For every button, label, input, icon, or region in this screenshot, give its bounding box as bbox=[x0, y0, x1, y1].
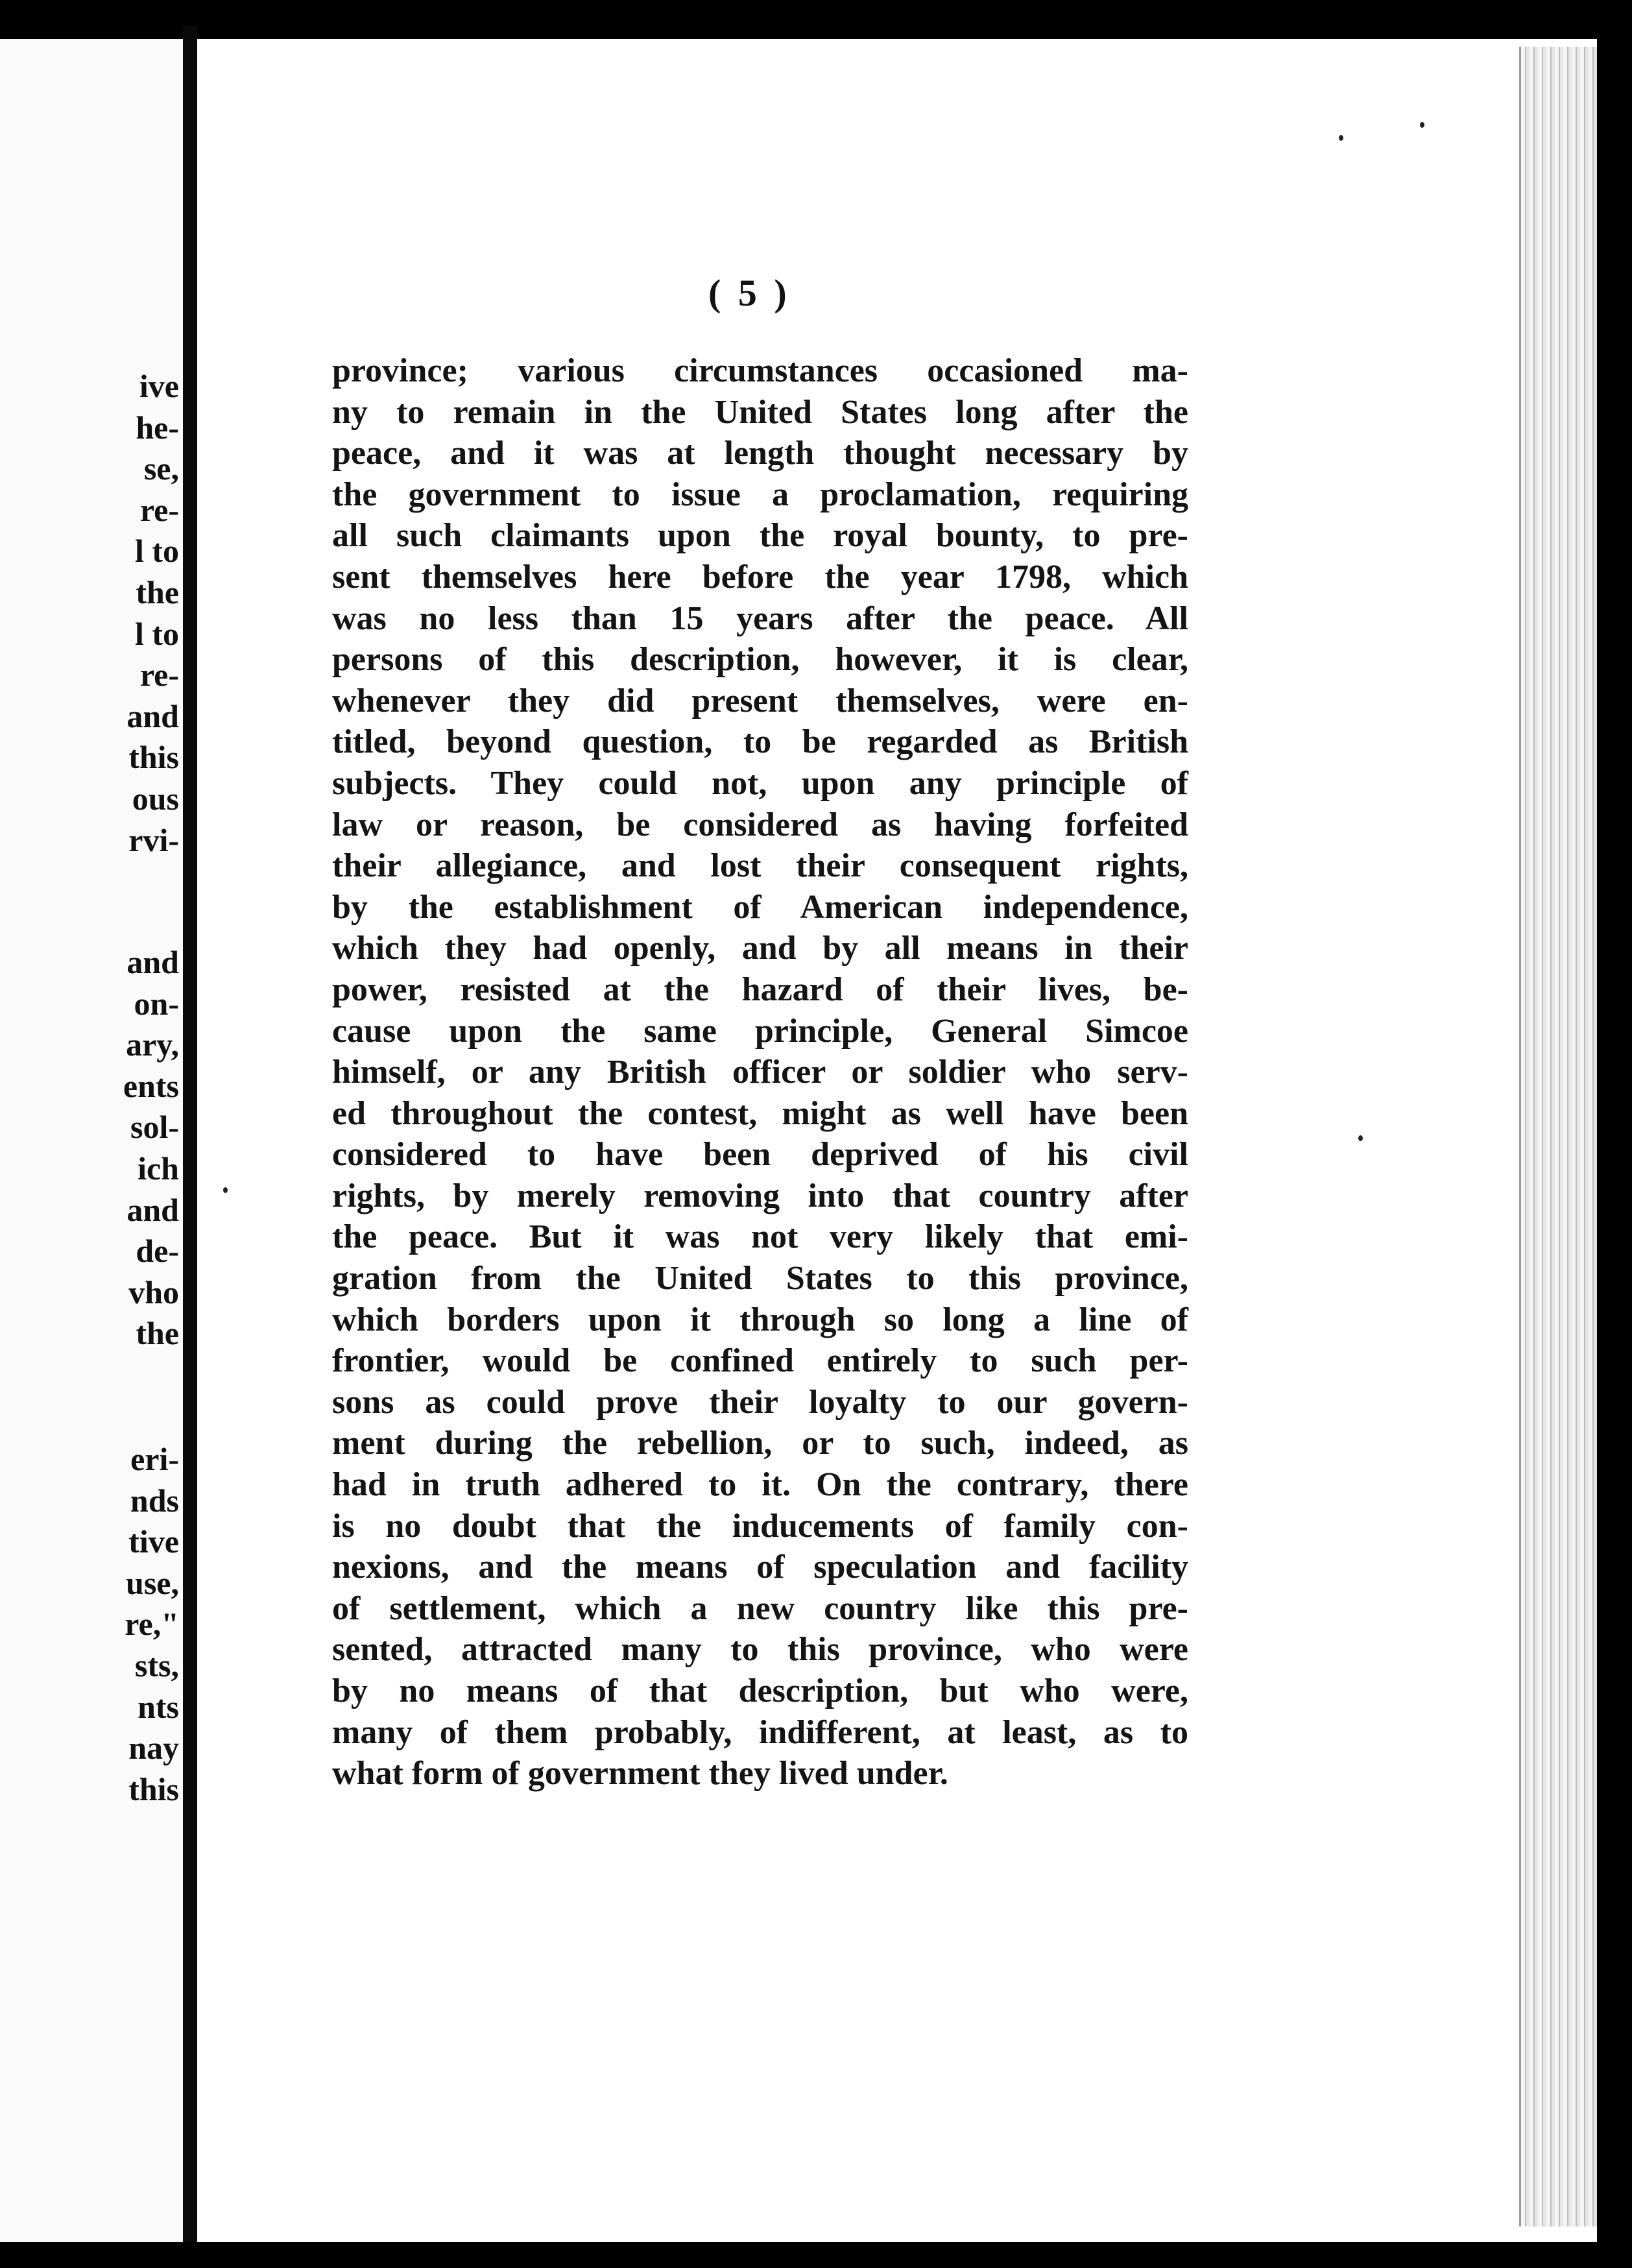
text-line: whenever they did present themselves, were en- bbox=[332, 682, 1188, 719]
text-line: which borders upon it through so long a line of bbox=[332, 1301, 1188, 1338]
text-line: ed throughout the contest, might as well have been bbox=[332, 1094, 1188, 1132]
left-page-fragment: ich bbox=[138, 1150, 179, 1187]
text-line: considered to have been deprived of his civil bbox=[332, 1136, 1188, 1174]
text-line: frontier, would be confined entirely to such per- bbox=[332, 1342, 1188, 1380]
left-page-fragment: tive bbox=[128, 1523, 179, 1560]
text-line: their allegiance, and lost their consequent rights, bbox=[332, 847, 1188, 885]
text-line: titled, beyond question, to be regarded as British bbox=[332, 723, 1188, 761]
left-page-fragment: he- bbox=[136, 409, 179, 446]
ink-speck bbox=[1339, 135, 1343, 141]
text-line: what form of government they lived under. bbox=[332, 1755, 948, 1792]
bottom-scan-border bbox=[0, 2242, 1632, 2268]
ink-speck bbox=[1420, 122, 1424, 128]
body-text bbox=[332, 350, 1188, 1794]
left-page-fragment: sol- bbox=[130, 1109, 179, 1146]
text-line: power, resisted at the hazard of their lives, be- bbox=[332, 971, 1188, 1008]
text-line: himself, or any British officer or soldier who serv- bbox=[332, 1054, 1188, 1091]
page-stack-edges bbox=[1519, 47, 1599, 2226]
text-line: ment during the rebellion, or to such, indeed, as bbox=[332, 1425, 1188, 1462]
left-page-fragment: nay bbox=[128, 1730, 179, 1767]
left-page-fragment: de- bbox=[136, 1233, 179, 1270]
left-page-fragment: eri- bbox=[130, 1441, 179, 1477]
text-line: rights, by merely removing into that country after bbox=[332, 1177, 1188, 1214]
left-page-fragment: nds bbox=[130, 1482, 179, 1519]
text-line: the government to issue a proclamation, requiring bbox=[332, 476, 1188, 513]
text-line: subjects. They could not, upon any principle of bbox=[332, 764, 1188, 802]
left-page-fragment: re- bbox=[139, 491, 179, 528]
left-page-fragment: re- bbox=[139, 657, 179, 694]
left-page-fragment: l to bbox=[134, 615, 179, 652]
text-line: was no less than 15 years after the peace. All bbox=[332, 599, 1188, 637]
left-page-fragment: ous bbox=[132, 780, 179, 817]
left-page-fragment: nts bbox=[138, 1688, 179, 1725]
text-line: by the establishment of American independence, bbox=[332, 888, 1188, 926]
left-page-fragment: re," bbox=[125, 1606, 179, 1643]
text-line: the peace. But it was not very likely that emi- bbox=[332, 1218, 1188, 1256]
text-line: had in truth adhered to it. On the contrary, there bbox=[332, 1466, 1188, 1504]
text-line: sons as could prove their loyalty to our govern- bbox=[332, 1383, 1188, 1421]
ink-speck bbox=[223, 1187, 228, 1193]
book-gutter bbox=[183, 26, 197, 2242]
left-page-fragment: l to bbox=[134, 533, 179, 570]
text-line: of settlement, which a new country like this pre- bbox=[332, 1589, 1188, 1627]
left-page-fragment: and bbox=[126, 944, 179, 980]
right-scan-border bbox=[1597, 26, 1632, 2242]
left-page-fragment: se, bbox=[143, 450, 179, 487]
text-line: cause upon the same principle, General Simcoe bbox=[332, 1012, 1188, 1050]
page-number: ( 5 ) bbox=[708, 272, 791, 314]
text-line: all such claimants upon the royal bounty, to pre- bbox=[332, 517, 1188, 555]
text-line: peace, and it was at length thought necessary by bbox=[332, 435, 1188, 472]
text-line: sented, attracted many to this province, who were bbox=[332, 1631, 1188, 1669]
left-page-fragment: ary, bbox=[126, 1026, 179, 1063]
left-page-fragment: ive bbox=[139, 368, 179, 404]
text-line: persons of this description, however, it is clear, bbox=[332, 641, 1188, 679]
text-line: province; various circumstances occasioned ma- bbox=[332, 352, 1188, 389]
left-page-fragment: rvi- bbox=[128, 821, 179, 858]
text-line: nexions, and the means of speculation and facility bbox=[332, 1549, 1188, 1586]
text-line: ny to remain in the United States long after the bbox=[332, 393, 1188, 431]
left-page-fragment: on- bbox=[134, 985, 179, 1022]
left-page-fragment: the bbox=[136, 1315, 179, 1352]
left-page-fragment: ents bbox=[123, 1067, 179, 1104]
text-line: which they had openly, and by all means in their bbox=[332, 930, 1188, 967]
text-line: law or reason, be considered as having forfeited bbox=[332, 806, 1188, 843]
left-page-fragment: and bbox=[126, 697, 179, 734]
left-page-fragment: sts, bbox=[134, 1647, 179, 1683]
text-line: is no doubt that the inducements of family con- bbox=[332, 1507, 1188, 1545]
text-line: sent themselves here before the year 1798, which bbox=[332, 558, 1188, 596]
text-line: by no means of that description, but who were, bbox=[332, 1672, 1188, 1709]
left-page-fragment: this bbox=[128, 1770, 179, 1807]
text-line: many of them probably, indifferent, at least, as to bbox=[332, 1713, 1188, 1751]
top-scan-border bbox=[0, 0, 1632, 39]
text-line: gration from the United States to this province, bbox=[332, 1260, 1188, 1297]
left-page-fragment: vho bbox=[128, 1273, 179, 1310]
left-page-fragment: and bbox=[126, 1191, 179, 1228]
left-page-fragment: this bbox=[128, 739, 179, 776]
left-page-fragment: the bbox=[136, 574, 179, 610]
left-page-edge bbox=[0, 39, 183, 2242]
ink-speck bbox=[1358, 1135, 1363, 1141]
left-page-fragment: use, bbox=[126, 1564, 179, 1601]
